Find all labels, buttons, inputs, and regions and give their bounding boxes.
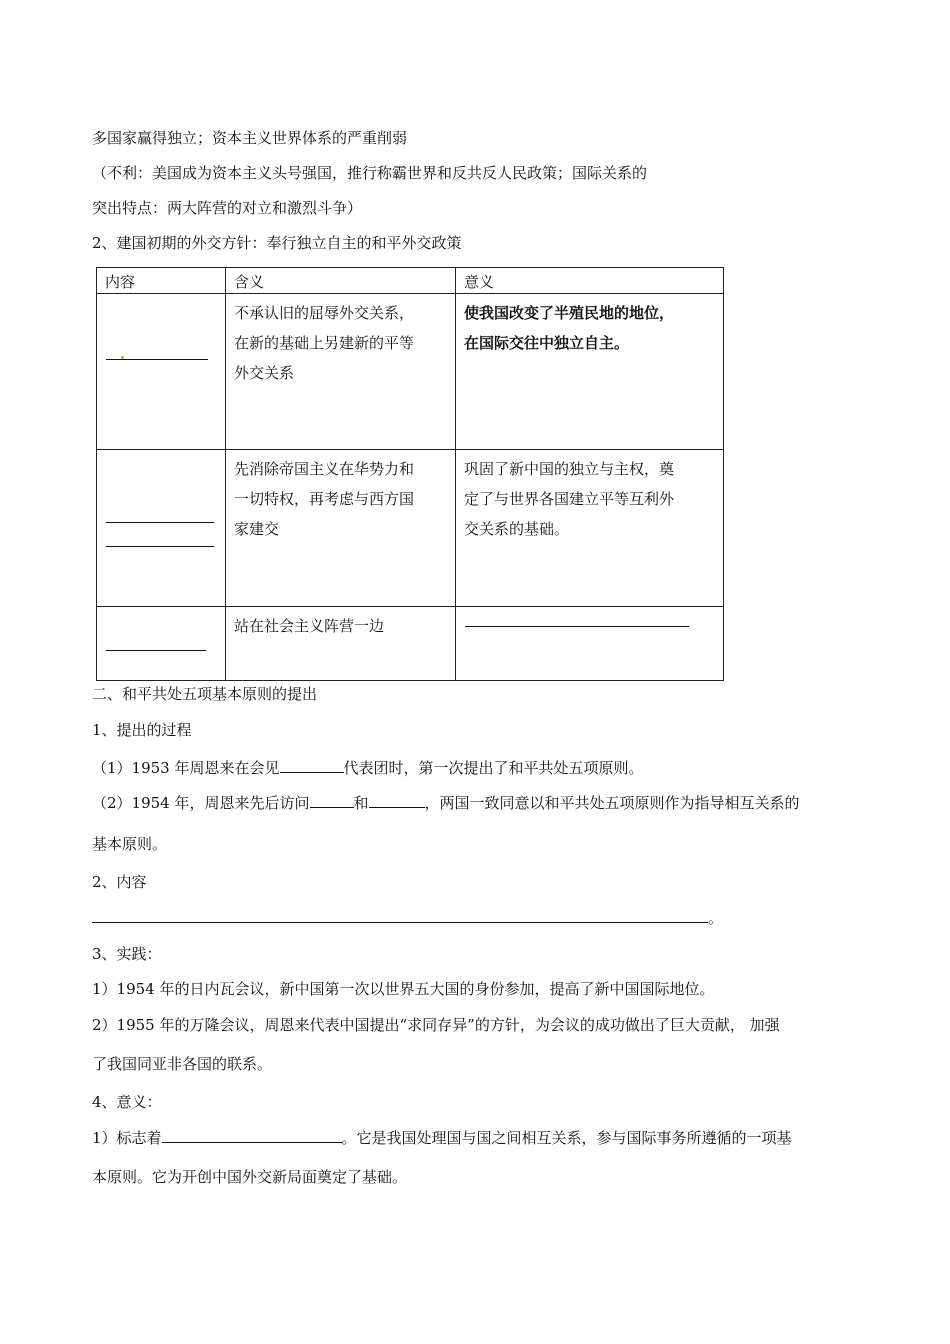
item-heading: 1、提出的过程: [92, 721, 192, 739]
practice-paragraph-1: 1）1954 年的日内瓦会议，新中国第一次以世界五大国的身份参加，提高了新中国国际地位。: [92, 980, 715, 998]
diplomatic-policy-heading: 2、建国初期的外交方针：奉行独立自主的和平外交政策: [92, 234, 462, 252]
meaning-cell: [226, 450, 456, 607]
text: 。: [708, 909, 724, 927]
text: （1）1953 年周恩来在会见: [92, 759, 280, 777]
text: ，两国一致同意以和平共处五项原则作为指导相互关系的: [424, 794, 800, 812]
meaning-line: 一切特权，再考虑与西方国: [234, 490, 415, 508]
text: 1）标志着: [92, 1129, 162, 1147]
intro-line-3: 突出特点：两大阵营的对立和激烈斗争）: [92, 199, 363, 217]
meaning-cell: [226, 294, 456, 450]
meaning-line: 在新的基础上另建新的平等: [234, 334, 415, 352]
speck-mark: [121, 356, 124, 359]
significance-line: 巩固了新中国的独立与主权，奠: [464, 460, 675, 478]
fill-blank: [369, 793, 425, 808]
practice-paragraph-2: 2）1955 年的万隆会议，周恩来代表中国提出“求同存异”的方针，为会议的成功做出了巨大贡献， 加强: [92, 1016, 780, 1034]
item-heading: 3、实践：: [92, 945, 162, 963]
process-paragraph-2: [92, 793, 800, 813]
content-blank-cell: [97, 607, 226, 681]
content-blank-cell: [97, 450, 226, 607]
meaning-cell: [226, 607, 456, 681]
significance-line: 定了与世界各国建立平等互利外: [464, 490, 675, 508]
section-title: 二、和平共处五项基本原则的提出: [92, 685, 318, 703]
fill-blank: [162, 1128, 342, 1143]
fill-blank: [106, 650, 206, 651]
table-row: [97, 294, 724, 450]
header-meaning: 含义: [226, 268, 456, 294]
significance-cell: [456, 450, 724, 607]
meaning-line: 不承认旧的屈辱外交关系，: [234, 304, 415, 322]
text: （2）1954 年，周恩来先后访问: [92, 794, 310, 812]
text: 代表团时，第一次提出了和平共处五项原则。: [343, 759, 644, 777]
table-header-row: [97, 268, 724, 294]
item-heading: 2、内容: [92, 873, 147, 891]
significance-line: 交关系的基础。: [464, 520, 570, 538]
text: 和: [353, 794, 369, 812]
meaning-line: 家建交: [234, 520, 280, 538]
significance-paragraph-cont: 本原则。它为开创中国外交新局面奠定了基础。: [92, 1168, 408, 1186]
fill-blank: [465, 626, 689, 627]
diplomatic-policy-table: [96, 267, 724, 681]
meaning-line: 外交关系: [234, 364, 295, 382]
intro-line-1: 多国家赢得独立；资本主义世界体系的严重削弱: [92, 129, 408, 147]
fill-blank: [310, 793, 354, 808]
fill-blank: [92, 908, 708, 923]
fill-blank: [106, 522, 214, 523]
significance-line: 使我国改变了半殖民地的地位，: [464, 304, 675, 322]
header-content: 内容: [97, 268, 226, 294]
significance-cell: [456, 294, 724, 450]
header-significance: 意义: [456, 268, 724, 294]
significance-line: 在国际交往中独立自主。: [464, 334, 630, 352]
practice-paragraph-2-cont: 了我国同亚非各国的联系。: [92, 1055, 273, 1073]
content-answer-line: [92, 908, 723, 928]
meaning-line: 先消除帝国主义在华势力和: [234, 460, 415, 478]
table-row: [97, 450, 724, 607]
fill-blank: [106, 546, 214, 547]
intro-line-2: （不利：美国成为资本主义头号强国，推行称霸世界和反共反人民政策；国际关系的: [92, 164, 648, 182]
text: 。它是我国处理国与国之间相互关系，参与国际事务所遵循的一项基: [341, 1129, 792, 1147]
table-row: [97, 607, 724, 681]
meaning-line: 站在社会主义阵营一边: [234, 617, 385, 635]
content-blank-cell: [97, 294, 226, 450]
fill-blank: [280, 758, 344, 773]
significance-paragraph: [92, 1128, 792, 1148]
significance-blank-cell: [456, 607, 724, 681]
process-paragraph-2-cont: 基本原则。: [92, 835, 168, 853]
process-paragraph-1: [92, 758, 644, 778]
item-heading: 4、意义：: [92, 1093, 162, 1111]
fill-blank: [106, 359, 208, 360]
